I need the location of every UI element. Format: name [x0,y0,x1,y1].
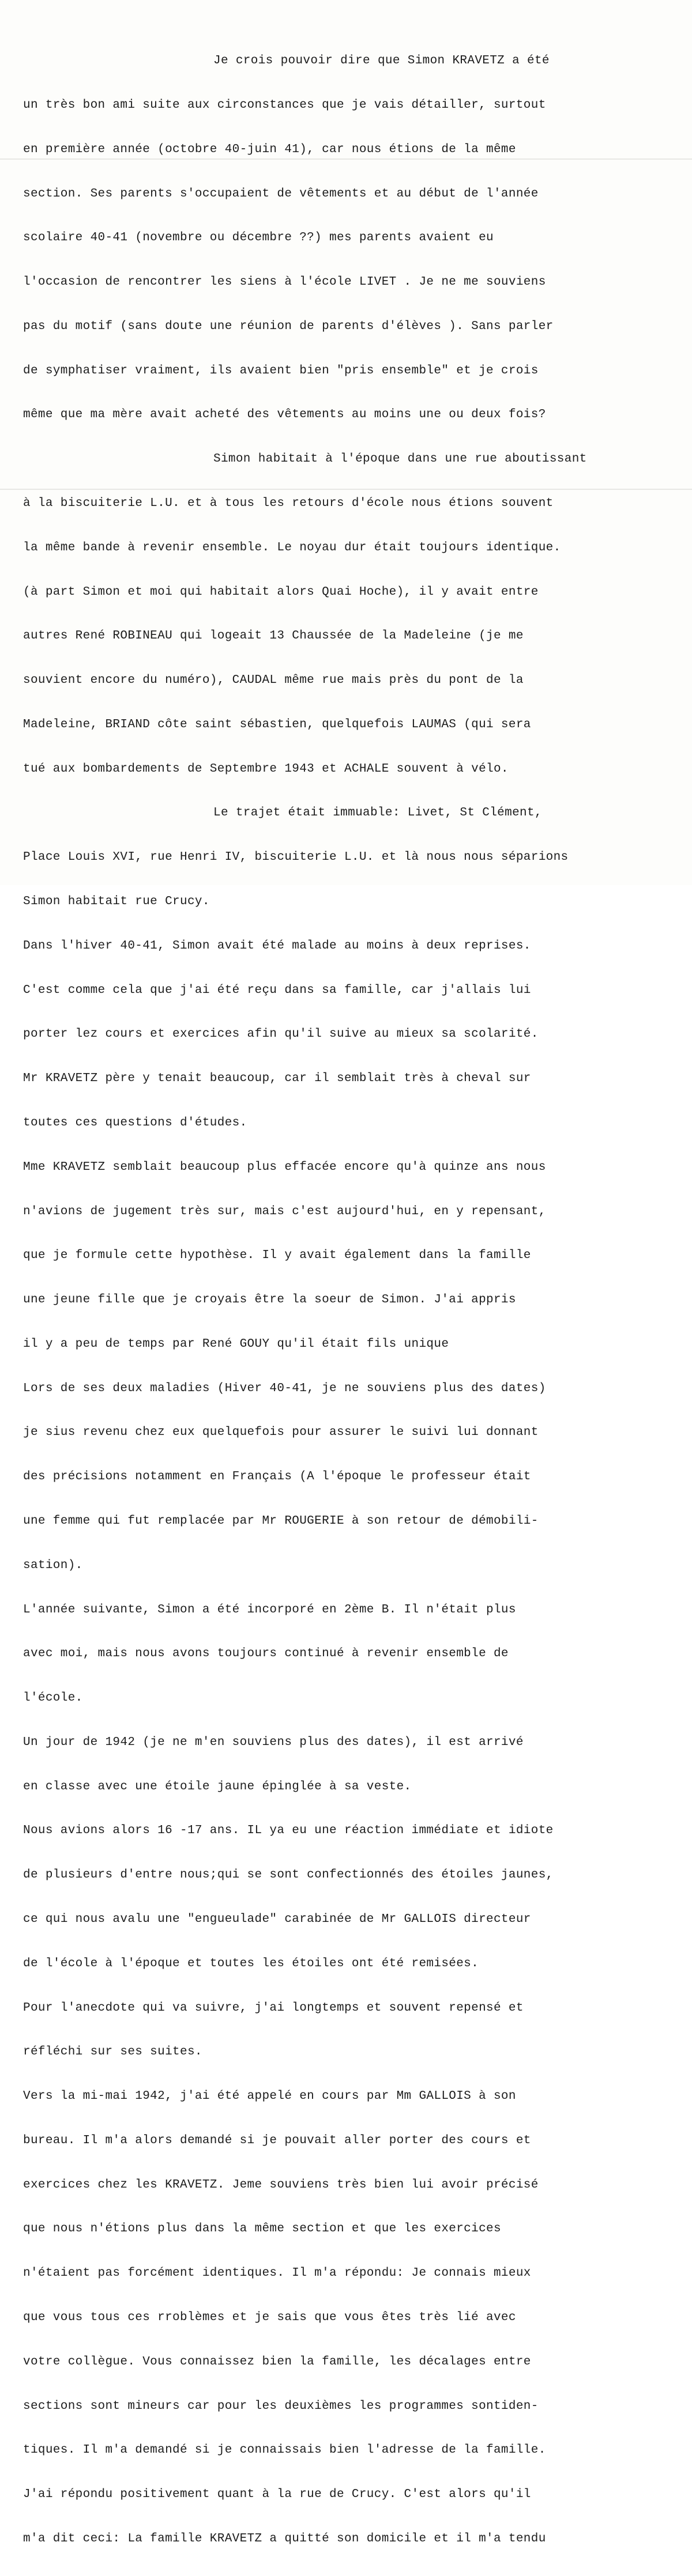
text-line: Le trajet était immuable: Livet, St Clément, [213,806,542,820]
text-line: un très bon ami suite aux circonstances que je vais détailler, surtout [23,98,546,112]
text-line: n'étaient pas forcément identiques. Il m'a répondu: Je connais mieux [23,2267,531,2280]
text-line: des précisions notamment en Français (A l'époque le professeur était [23,1470,531,1484]
text-line: J'ai répondu positivement quant à la rue de Crucy. C'est alors qu'il [23,2488,531,2502]
text-line: pas du motif (sans doute une réunion de parents d'élèves ). Sans parler [23,319,554,333]
text-line: souvient encore du numéro), CAUDAL même rue mais près du pont de la [23,674,524,688]
text-line: l'école. [23,1691,83,1705]
text-line: que vous tous ces rroblèmes et je sais que vous êtes très lié avec [23,2311,516,2325]
text-line: Je crois pouvoir dire que Simon KRAVETZ a été [213,54,550,68]
text-line: sections sont mineurs car pour les deuxièmes les programmes sontiden- [23,2399,539,2413]
text-line: Un jour de 1942 (je ne m'en souviens plus des dates), il est arrivé [23,1735,524,1749]
text-line: que nous n'étions plus dans la même section et que les exercices [23,2222,501,2236]
text-line: réfléchi sur ses suites. [23,2045,202,2059]
letter-body [23,24,669,2576]
text-line: de symphatiser vraiment, ils avaient bien "pris ensemble" et je crois [23,364,539,377]
text-line: exercices chez les KRAVETZ. Jeme souviens très bien lui avoir précisé [23,2178,539,2192]
text-line: à la biscuiterie L.U. et à tous les retours d'école nous étions souvent [23,497,554,510]
text-line: Simon habitait rue Crucy. [23,895,210,909]
text-line: il y a peu de temps par René GOUY qu'il était fils unique [23,1337,449,1351]
text-line: sation). [23,1558,83,1572]
text-line: Nous avions alors 16 -17 ans. IL ya eu une réaction immédiate et idiote [23,1824,554,1838]
text-line: Simon habitait à l'époque dans une rue aboutissant [213,452,587,466]
text-line: scolaire 40-41 (novembre ou décembre ??) mes parents avaient eu [23,231,494,245]
text-line: tué aux bombardements de Septembre 1943 et ACHALE souvent à vélo. [23,762,509,776]
text-line: une femme qui fut remplacée par Mr ROUGERIE à son retour de démobili- [23,1514,539,1528]
text-line: Mme KRAVETZ semblait beaucoup plus effacée encore qu'à quinze ans nous [23,1160,546,1174]
text-line: l'occasion de rencontrer les siens à l'école LIVET . Je ne me souviens [23,275,546,289]
text-line: n'avions de jugement très sur, mais c'est aujourd'hui, en y repensant, [23,1204,546,1218]
text-line: de l'école à l'époque et toutes les étoiles ont été remisées. [23,1956,479,1970]
text-line: C'est comme cela que j'ai été reçu dans sa famille, car j'allais lui [23,983,531,997]
text-line: Madeleine, BRIAND côte saint sébastien, quelquefois LAUMAS (qui sera [23,717,531,731]
text-line: avec moi, mais nous avons toujours continué à revenir ensemble de [23,1647,509,1661]
text-line: la même bande à revenir ensemble. Le noyau dur était toujours identique. [23,541,561,554]
text-line: en première année (octobre 40-juin 41), car nous étions de la même [23,142,516,156]
text-line: ce qui nous avalu une "engueulade" carabinée de Mr GALLOIS directeur [23,1913,531,1926]
text-line: autres René ROBINEAU qui logeait 13 Chaussée de la Madeleine (je me [23,629,524,643]
text-line: en classe avec une étoile jaune épinglée à sa veste. [23,1780,412,1793]
text-line: une jeune fille que je croyais être la soeur de Simon. J'ai appris [23,1293,516,1307]
text-line: Lors de ses deux maladies (Hiver 40-41, je ne souviens plus des dates) [23,1381,546,1395]
text-line: L'année suivante, Simon a été incorporé en 2ème B. Il n'était plus [23,1603,516,1616]
text-line: Vers la mi-mai 1942, j'ai été appelé en cours par Mm GALLOIS à son [23,2090,516,2103]
text-line: porter lez cours et exercices afin qu'il suive au mieux sa scolarité. [23,1028,539,1041]
text-line: Mr KRAVETZ père y tenait beaucoup, car il semblait très à cheval sur [23,1072,531,1086]
text-line: Place Louis XVI, rue Henri IV, biscuiterie L.U. et là nous nous séparions [23,851,569,864]
text-line: votre collègue. Vous connaissez bien la famille, les décalages entre [23,2355,531,2369]
text-line: toutes ces questions d'études. [23,1116,247,1130]
text-line: (à part Simon et moi qui habitait alors Quai Hoche), il y avait entre [23,585,539,599]
text-line: que je formule cette hypothèse. Il y avait également dans la famille [23,1249,531,1263]
text-line: je sius revenu chez eux quelquefois pour assurer le suivi lui donnant [23,1426,539,1440]
text-line: m'a dit ceci: La famille KRAVETZ a quitté son domicile et il m'a tendu [23,2532,546,2545]
text-line: section. Ses parents s'occupaient de vêtements et au début de l'année [23,187,539,201]
text-line: de plusieurs d'entre nous;qui se sont confectionnés des étoiles jaunes, [23,1868,554,1882]
text-line: bureau. Il m'a alors demandé si je pouvait aller porter des cours et [23,2133,531,2147]
text-line: tiques. Il m'a demandé si je connaissais bien l'adresse de la famille. [23,2443,546,2457]
text-line: Dans l'hiver 40-41, Simon avait été malade au moins à deux reprises. [23,939,531,953]
text-line: Pour l'anecdote qui va suivre, j'ai longtemps et souvent repensé et [23,2001,524,2015]
text-line: même que ma mère avait acheté des vêtements au moins une ou deux fois? [23,408,546,422]
